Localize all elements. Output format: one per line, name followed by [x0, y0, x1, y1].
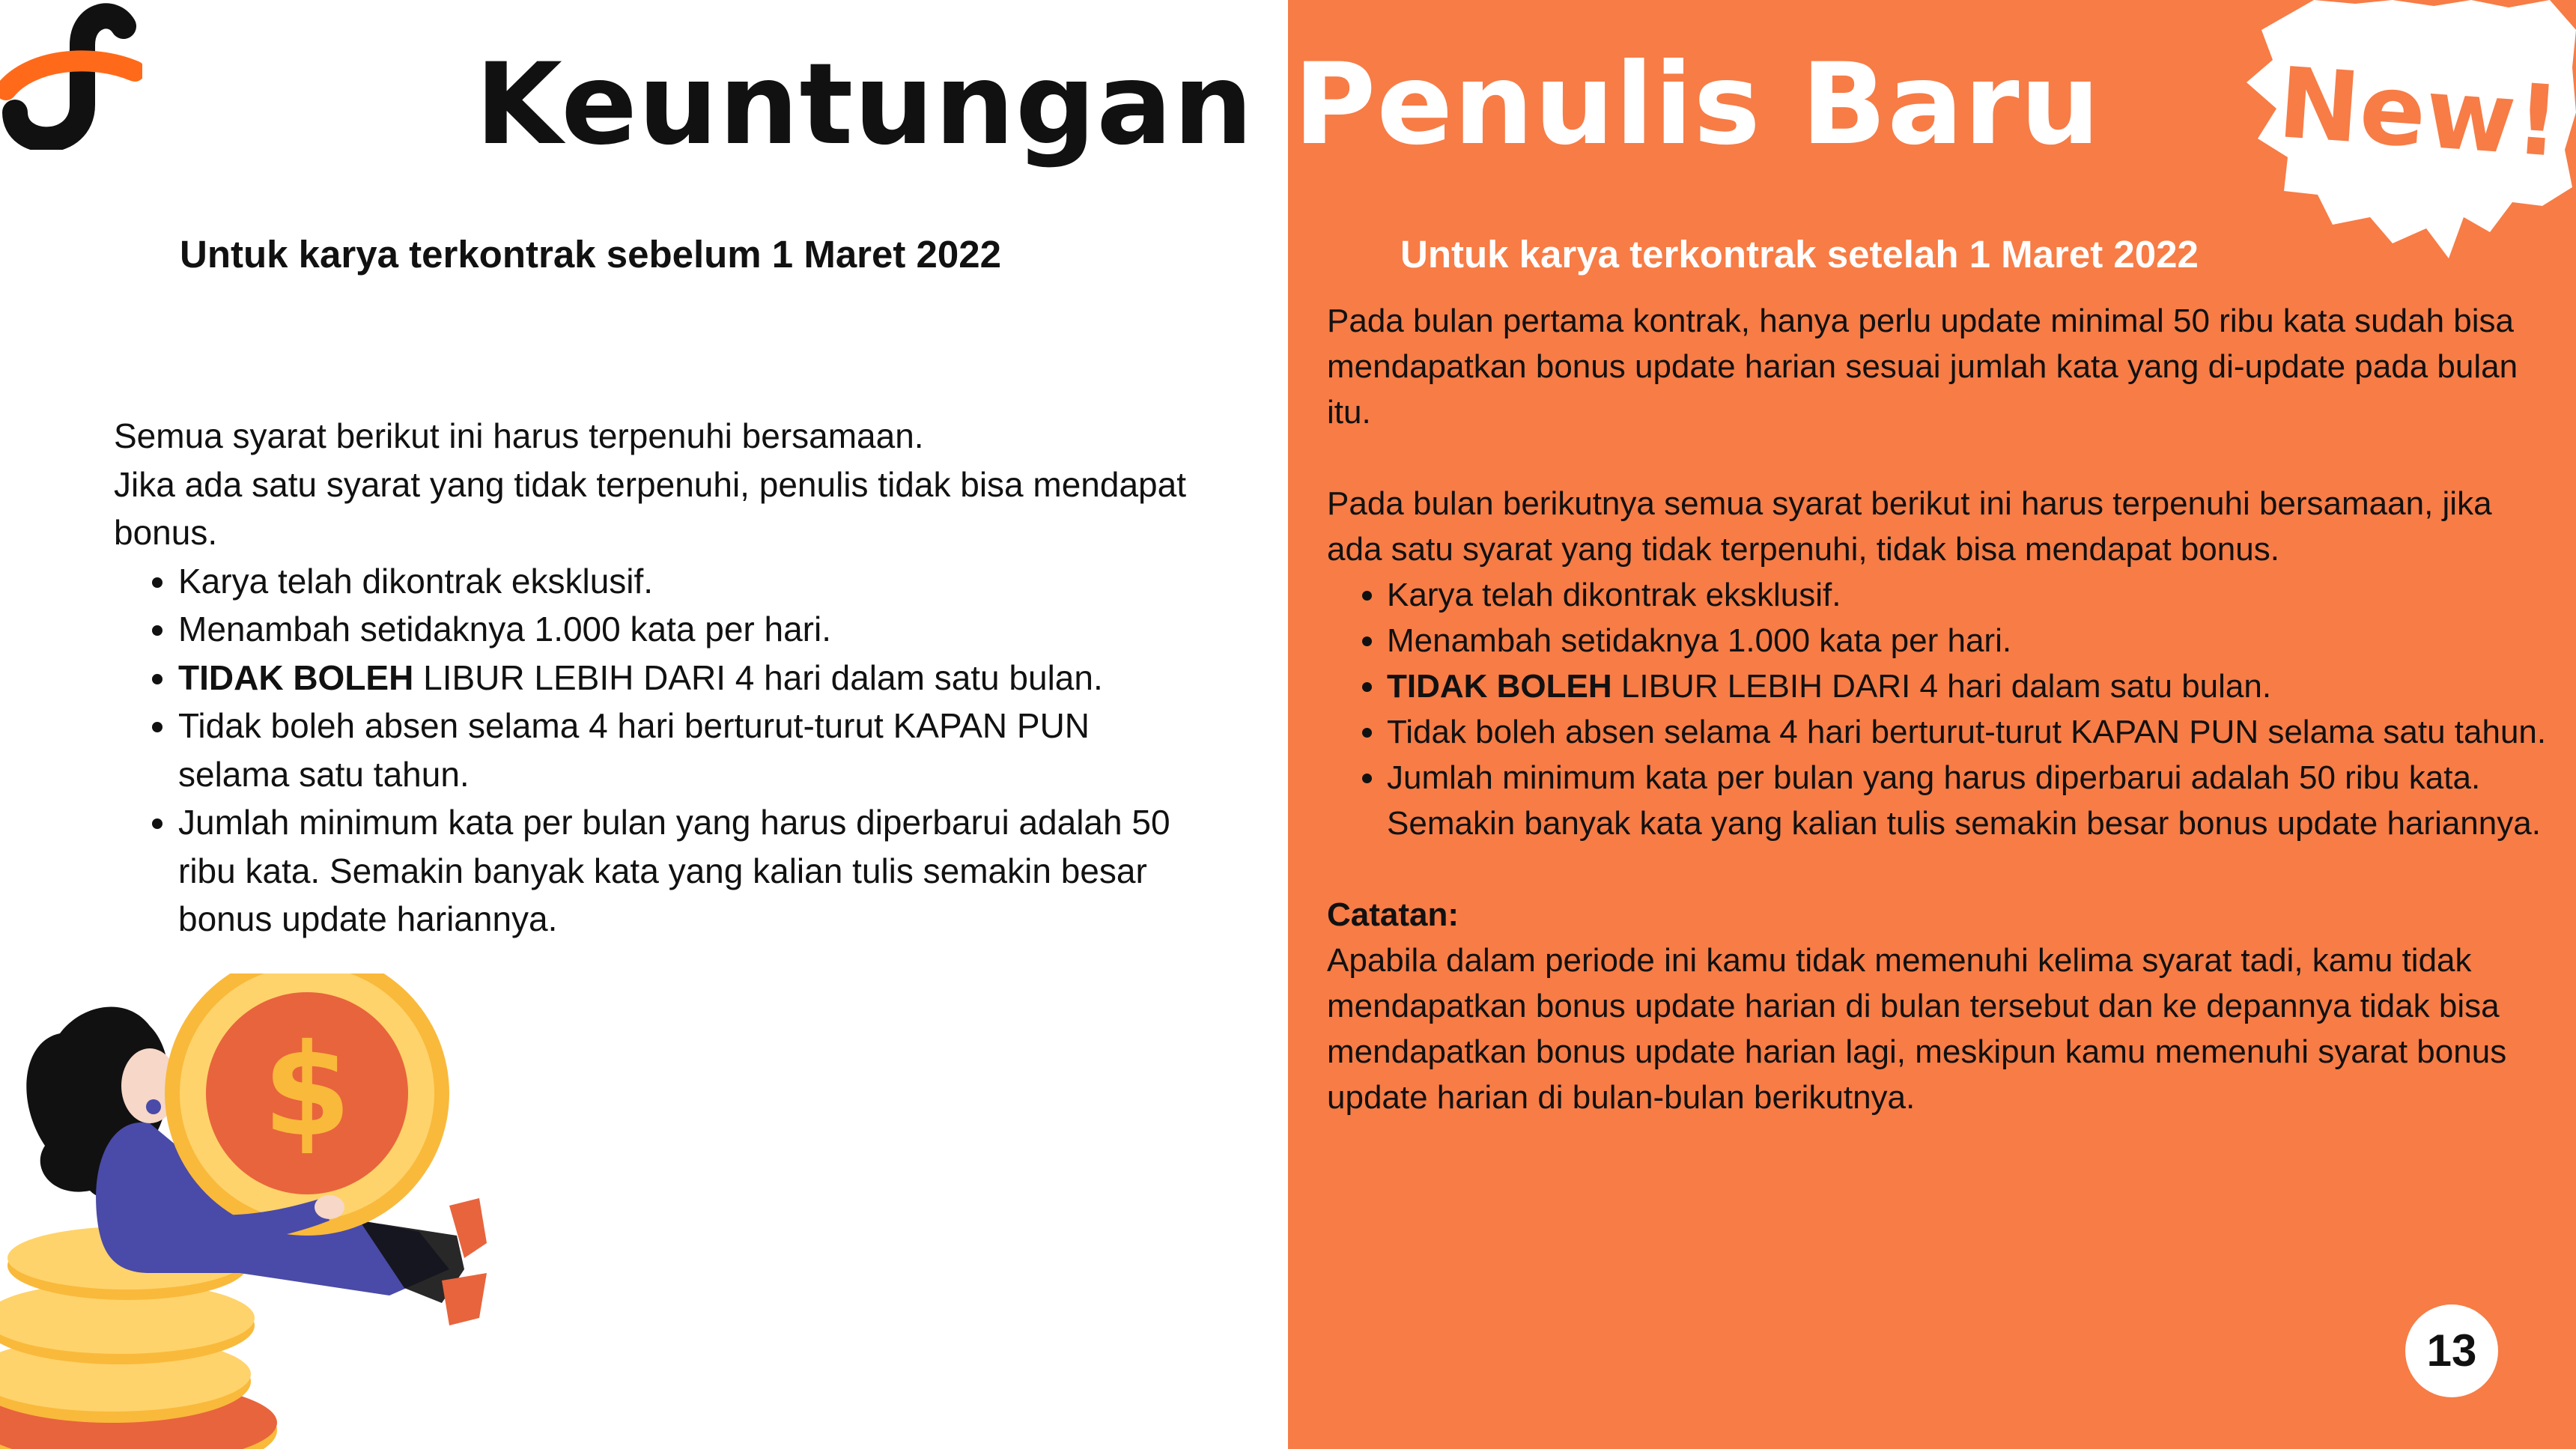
list-item: • Karya telah dikontrak eksklusif. [1387, 572, 2548, 618]
note-text: Apabila dalam periode ini kamu tidak memenuhi kelima syarat tadi, kamu tidak mendapatkan bonus update harian di bulan tersebut dan ke depannya tidak bisa mendapatkan bonus update harian lagi, meskipun kamu memenuhi syarat bonus update harian di bulan-bulan berikutnya. [1327, 942, 2507, 1116]
list-item-emphasis: TIDAK BOLEH [178, 657, 414, 697]
list-item: • Tidak boleh absen selama 4 hari berturut-turut KAPAN PUN selama satu tahun. [1387, 709, 2548, 755]
list-item: • Karya telah dikontrak eksklusif. [178, 557, 1207, 606]
list-item-text: LIBUR LEBIH DARI 4 hari dalam satu bulan. [1620, 668, 2272, 705]
woman-hugging-coin-illustration-icon [0, 973, 509, 1449]
svg-text:$: $ [262, 1017, 352, 1165]
left-column-heading: Untuk karya terkontrak sebelum 1 Maret 2022 [180, 233, 1001, 276]
left-requirements-list [114, 557, 1207, 944]
title-part-penulis-baru: Penulis Baru [1293, 40, 2101, 170]
title-part-keuntungan: Keuntungan [475, 40, 1254, 170]
list-item [1387, 663, 2548, 709]
left-column-content [114, 412, 1207, 944]
left-intro-line-1: Semua syarat berikut ini harus terpenuhi bersamaan. [114, 416, 924, 455]
list-item: • Jumlah minimum kata per bulan yang harus diperbarui adalah 50 ribu kata. Semakin banyak kata yang kalian tulis semakin besar bonus update hariannya. [1387, 755, 2548, 846]
list-item: • Menambah setidaknya 1.000 kata per hari. [178, 605, 1207, 654]
right-paragraph-2: Pada bulan berikutnya semua syarat berikut ini harus terpenuhi bersamaan, jika ada satu syarat yang tidak terpenuhi, tidak bisa mendapat bonus. [1327, 485, 2492, 568]
left-intro-line-2: Jika ada satu syarat yang tidak terpenuhi, penulis tidak bisa mendapat bonus. [114, 464, 1186, 552]
list-item-text: LIBUR LEBIH DARI 4 hari dalam satu bulan. [423, 657, 1103, 697]
list-item: • Menambah setidaknya 1.000 kata per hari. [1387, 618, 2548, 663]
right-column-heading: Untuk karya terkontrak setelah 1 Maret 2022 [1400, 233, 2199, 276]
list-item-emphasis: TIDAK BOLEH [1387, 668, 1612, 705]
page-number-badge: 13 [2405, 1304, 2498, 1397]
right-requirements-list [1327, 572, 2548, 846]
list-item: • Tidak boleh absen selama 4 hari berturut-turut KAPAN PUN selama satu tahun. [178, 702, 1207, 798]
right-column-content [1327, 298, 2548, 1120]
list-item: • Jumlah minimum kata per bulan yang harus diperbarui adalah 50 ribu kata. Semakin banyak kata yang kalian tulis semakin besar bonus update hariannya. [178, 798, 1207, 944]
list-item [178, 654, 1207, 702]
page-title [0, 30, 2576, 180]
right-paragraph-1: Pada bulan pertama kontrak, hanya perlu update minimal 50 ribu kata sudah bisa mendapatkan bonus update harian sesuai jumlah kata yang di-update pada bulan itu. [1327, 303, 2518, 431]
new-badge-label: New! [2274, 46, 2564, 179]
note-title: Catatan: [1327, 896, 1459, 933]
